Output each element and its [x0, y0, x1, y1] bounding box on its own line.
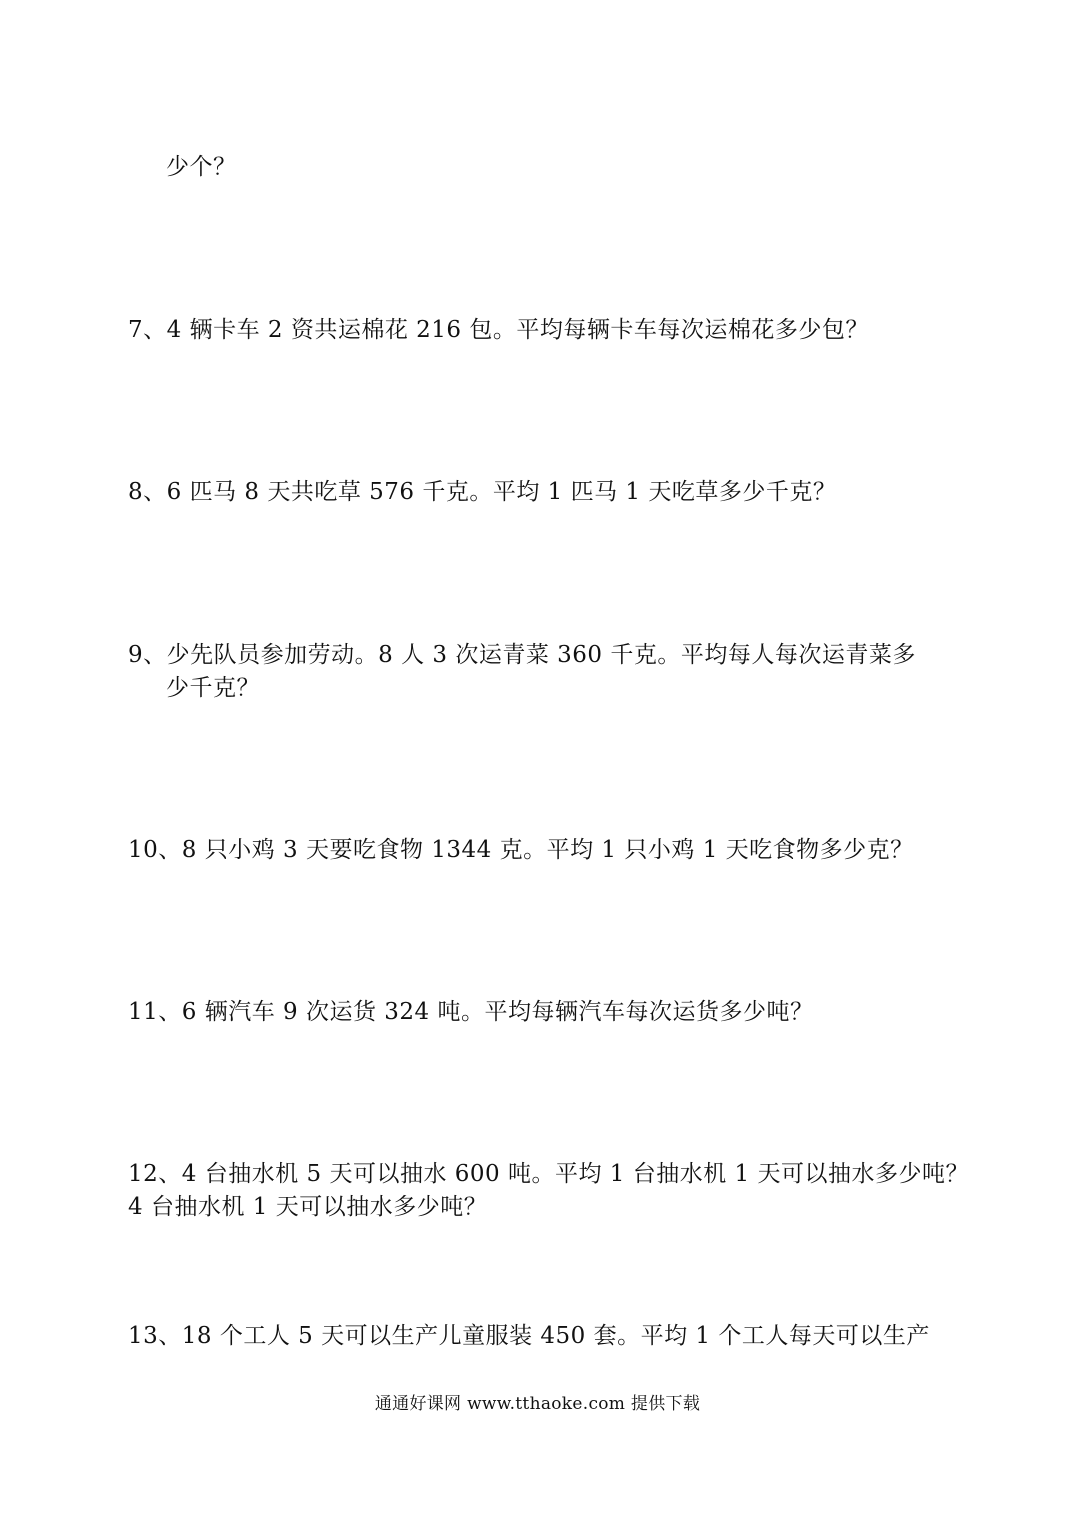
problem-9-line-2: 少千克？ [166, 675, 260, 701]
problem-11: 11、6 辆汽车 9 次运货 324 吨。平均每辆汽车每次运货多少吨？ [128, 999, 814, 1025]
problem-12-line-2: 4 台抽水机 1 天可以抽水多少吨？ [128, 1194, 488, 1220]
problem-12-line-1: 12、4 台抽水机 5 天可以抽水 600 吨。平均 1 台抽水机 1 天可以抽水多少吨？ [128, 1161, 969, 1187]
problem-7: 7、4 辆卡车 2 资共运棉花 216 包。平均每辆卡车每次运棉花多少包？ [128, 317, 869, 343]
page-footer: 通通好课网 www.tthaoke.com 提供下载 [374, 1394, 701, 1414]
problem-9-line-1: 9、少先队员参加劳动。8 人 3 次运青菜 360 千克。平均每人每次运青菜多 [128, 642, 916, 668]
problem-6-continuation: 少个？ [166, 154, 237, 180]
problem-8: 8、6 匹马 8 天共吃草 576 千克。平均 1 匹马 1 天吃草多少千克？ [128, 479, 837, 505]
problem-10: 10、8 只小鸡 3 天要吃食物 1344 克。平均 1 只小鸡 1 天吃食物多少克？ [128, 837, 914, 863]
problem-13: 13、18 个工人 5 天可以生产儿童服装 450 套。平均 1 个工人每天可以生产 [128, 1323, 930, 1349]
